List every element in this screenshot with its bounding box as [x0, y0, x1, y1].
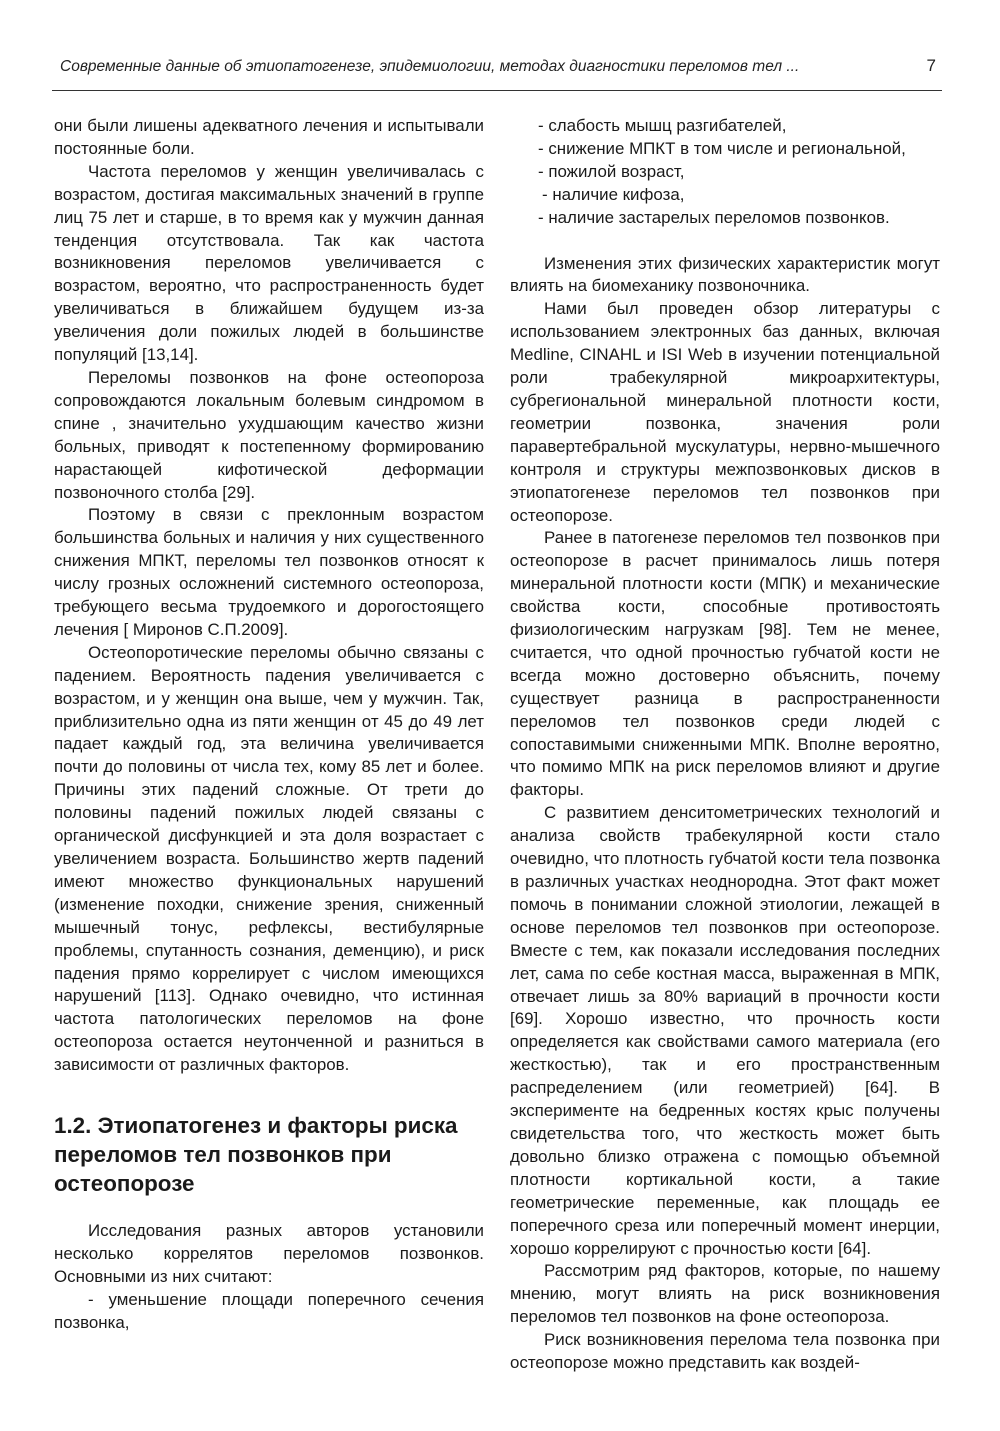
paragraph: С развитием денситометрических технологий и анализа свойств трабекулярной кости стало очевидно, что плотность губчатой кости тела позвонка в различных участках неоднородна. Этот факт может помочь в понимании сложной этиологии, лежащей в основе переломов тел позвонков при остеопорозе. Вместе с тем, как показали исследования последних лет, сама по себе костная масса, выраженная в МПК, отвечает лишь за 80% вариаций в прочности кости [69]. Хорошо известно, что прочность кости определяется как свойствами самого материала (его жесткостью), так и его пространственным распределением (или геометрией) [64]. В эксперименте на бедренных костях крыс получены свидетельства того, что жесткость может быть довольно близко отражена с помощью объемной плотности кортикальной кости, а такие геометрические переменные, как площадь ее поперечного среза или поперечный момент инерции, хорошо коррелируют с прочностью кости [64]. [510, 803, 940, 1258]
list-item: - наличие застарелых переломов позвонков. [538, 207, 890, 227]
right-column [510, 115, 940, 1375]
paragraph: Частота переломов у женщин увеличивалась с возрастом, достигая максимальных значений в группе лиц 75 лет и старше, в то время как у мужчин данная тенденция отсутствовала. Так как частота возникновения переломов увеличивается с возрастом, вероятно, что распространенность будет увеличиваться в ближайшем будущем из-за увеличения доли пожилых людей в большинстве популяций [13,14]. [54, 161, 484, 365]
paragraph: Остеопоротические переломы обычно связаны с падением. Вероятность падения увеличивается с возрастом, и у женщин она выше, чем у мужчин. Так, приблизительно одна из пяти женщин от 45 до 49 лет падает каждый год, эта величина увеличивается почти до половины от числа тех, кому 85 лет и более. Причины этих падений сложные. От трети до половины падений пожилых людей связаны с органической дисфункцией и эта доля возрастает с увеличением возраста. Большинство жертв падений имеют множество функциональных нарушений (изменение походки, снижение зрения, сниженный мышечный тонус, рефлексы, вестибулярные проблемы, спутанность сознания, деменцию), и риск падения прямо коррелирует с числом имеющихся нарушений [113]. Однако очевидно, что истинная частота патологических переломов на фоне остеопороза остается неутонченной и разниться в зависимости от различных факторов. [54, 642, 484, 1075]
list-item: - слабость мышц разгибателей, [538, 116, 787, 135]
list-item: - наличие кифоза, [542, 184, 685, 204]
running-title: Современные данные об этиопатогенезе, эпидемиологии, методах диагностики переломов тел ... [60, 58, 800, 75]
paragraph: они были лишены адекватного лечения и испытывали постоянные боли. [54, 116, 484, 158]
paragraph: Рассмотрим ряд факторов, которые, по нашему мнению, могут влиять на риск возникновения переломов тел позвонков на фоне остеопороза. [510, 1261, 940, 1327]
list-item: - снижение МПКТ в том числе и региональной, [538, 138, 906, 158]
page-number: 7 [926, 56, 936, 75]
paragraph: Риск возникновения перелома тела позвонка при остеопорозе можно представить как воздей- [510, 1330, 940, 1373]
paragraph: Изменения этих физических характеристик могут влиять на биомеханику позвоночника. [510, 253, 940, 296]
list-item: - пожилой возраст, [538, 161, 685, 181]
paragraph: Исследования разных авторов установили несколько коррелятов переломов позвонков. Основными из них считают: [54, 1221, 484, 1286]
paragraph: Переломы позвонков на фоне остеопороза сопровождаются локальным болевым синдромом в спине , значительно ухудшающим качество жизни больных, приводят к постепенному формированию нарастающей кифотической деформации позвоночного столба [29]. [54, 367, 484, 502]
list-item: - уменьшение площади поперечного сечения позвонка, [54, 1289, 484, 1332]
running-header [52, 46, 942, 91]
paragraph: Нами был проведен обзор литературы с использованием электронных баз данных, включая Medline, CINAHL и ISI Web в изучении потенциальной роли трабекулярной микроархитектуры, субрегиональной минеральной плотности кости, геометрии позвонка, значения роли паравертебральной мускулатуры, нервно-мышечного контроля и структуры межпозвонковых дисков в этиопатогенезе переломов тел позвонков при остеопорозе. [510, 299, 940, 525]
left-column [54, 115, 484, 1335]
paragraph: Ранее в патогенезе переломов тел позвонков при остеопорозе в расчет принималось лишь потеря минеральной плотности кости (МПК) и механические свойства кости, способные противостоять физиологическим нагрузкам [98]. Тем не менее, считается, что одной прочностью губчатой кости не всегда можно достоверно объяснить, почему существует разница в распространенности переломов тел позвонков среди людей с сопоставимыми сниженными МПК. Вполне вероятно, что помимо МПК на риск переломов влияют и другие факторы. [510, 528, 940, 800]
paragraph: Поэтому в связи с преклонным возрастом большинства больных и наличия у них существенного снижения МПКТ, переломы тел позвонков относят к числу грозных осложнений системного остеопороза, требующего весьма трудоемкого и дорогостоящего лечения [ Миронов С.П.2009]. [54, 505, 484, 639]
section-heading: 1.2. Этиопатогенез и факторы риска переломов тел позвонков при остеопорозе [54, 1113, 458, 1197]
